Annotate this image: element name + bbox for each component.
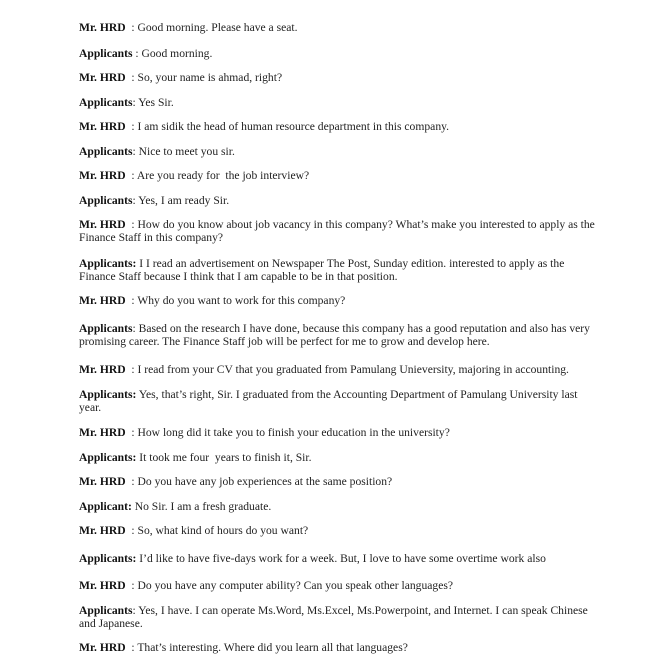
line-text: Yes, I have. I can operate Ms.Word, Ms.Excel, Ms.Powerpoint, and Internet. I can speak Chinese and Japanese. [79, 603, 588, 631]
dialogue-line [79, 322, 599, 349]
dialogue-line [79, 47, 599, 61]
speaker-label: Applicants [79, 603, 133, 617]
dialogue-line [79, 475, 599, 489]
speaker-label: Mr. HRD [79, 70, 126, 84]
dialogue-line [79, 604, 599, 631]
dialogue-line [79, 169, 599, 183]
dialogue-line [79, 524, 599, 538]
speaker-label: Applicants [79, 95, 133, 109]
separator: : [125, 640, 138, 654]
speaker-label: Applicants [79, 144, 133, 158]
dialogue-line [79, 71, 599, 85]
line-text: Do you have any computer ability? Can you speak other languages? [137, 578, 454, 592]
line-text: How long did it take you to finish your education in the university? [137, 425, 450, 439]
dialogue-line [79, 388, 599, 415]
speaker-label: Applicants [79, 193, 133, 207]
dialogue-line [79, 145, 599, 159]
line-text: It took me four years to finish it, Sir. [139, 450, 312, 464]
separator: : [132, 46, 142, 60]
dialogue-line [79, 641, 599, 655]
speaker-label: Mr. HRD [79, 425, 126, 439]
dialogue-line [79, 194, 599, 208]
speaker-label: Mr. HRD [79, 20, 126, 34]
speaker-label: Applicants [79, 46, 133, 60]
line-text: Are you ready for the job interview? [136, 168, 310, 182]
line-text: Yes, that’s right, Sir. I graduated from the Accounting Department of Pamulang University last year. [79, 387, 578, 415]
line-text: That’s interesting. Where did you learn all that languages? [137, 640, 408, 654]
line-text: Do you have any job experiences at the same position? [137, 474, 393, 488]
speaker-label: Applicants: [79, 450, 137, 464]
line-text: I read from your CV that you graduated from Pamulang Unieversity, majoring in accounting. [137, 362, 569, 376]
speaker-label: Mr. HRD [79, 217, 126, 231]
separator: : [125, 70, 138, 84]
dialogue-line [79, 294, 599, 308]
dialogue-line [79, 363, 599, 377]
line-text: How do you know about job vacancy in this company? What’s make you interested to apply as the Finance Staff in this company? [79, 217, 595, 245]
line-text: Good morning. [141, 46, 213, 60]
separator: : [132, 193, 139, 207]
dialogue-line [79, 96, 599, 110]
speaker-label: Mr. HRD [79, 362, 126, 376]
separator: : [125, 425, 138, 439]
separator: : [132, 95, 139, 109]
line-text: No Sir. I am a fresh graduate. [134, 499, 272, 513]
line-text: Why do you want to work for this company? [137, 293, 346, 307]
line-text: Yes Sir. [138, 95, 174, 109]
speaker-label: Applicants: [79, 256, 137, 270]
speaker-label: Applicants [79, 321, 133, 335]
dialogue-line [79, 552, 599, 566]
line-text: So, your name is ahmad, right? [137, 70, 283, 84]
dialogue-line [79, 120, 599, 134]
dialogue-line [79, 451, 599, 465]
line-text: So, what kind of hours do you want? [137, 523, 309, 537]
line-text: Good morning. Please have a seat. [137, 20, 298, 34]
separator: : [125, 523, 138, 537]
speaker-label: Mr. HRD [79, 293, 126, 307]
separator: : [125, 20, 138, 34]
line-text: Yes, I am ready Sir. [138, 193, 230, 207]
dialogue-line [79, 579, 599, 593]
speaker-label: Applicants: [79, 387, 137, 401]
speaker-label: Mr. HRD [79, 119, 126, 133]
speaker-label: Applicant: [79, 499, 132, 513]
separator: : [125, 168, 137, 182]
dialogue-line [79, 426, 599, 440]
speaker-label: Mr. HRD [79, 578, 126, 592]
speaker-label: Mr. HRD [79, 168, 126, 182]
line-text: Based on the research I have done, because this company has a good reputation and also has very promising career. The Finance Staff job will be perfect for me to grow and develop here. [79, 321, 590, 349]
line-text: Nice to meet you sir. [138, 144, 235, 158]
separator: : [132, 321, 139, 335]
separator: : [132, 603, 139, 617]
speaker-label: Mr. HRD [79, 523, 126, 537]
separator: : [125, 217, 138, 231]
line-text: I’d like to have five-days work for a week. But, I love to have some overtime work also [139, 551, 546, 565]
separator: : [125, 474, 138, 488]
speaker-label: Applicants: [79, 551, 137, 565]
dialogue-line [79, 218, 599, 245]
dialogue-line [79, 21, 599, 35]
speaker-label: Mr. HRD [79, 474, 126, 488]
separator: : [125, 578, 138, 592]
line-text: I I read an advertisement on Newspaper The Post, Sunday edition. interested to apply as the Finance Staff because I think that I am capable to be in that position. [79, 256, 565, 284]
separator: : [125, 362, 138, 376]
line-text: I am sidik the head of human resource department in this company. [137, 119, 450, 133]
separator: : [125, 119, 138, 133]
dialogue-line [79, 500, 599, 514]
speaker-label: Mr. HRD [79, 640, 126, 654]
dialogue-line [79, 257, 599, 284]
separator: : [125, 293, 138, 307]
separator: : [132, 144, 139, 158]
